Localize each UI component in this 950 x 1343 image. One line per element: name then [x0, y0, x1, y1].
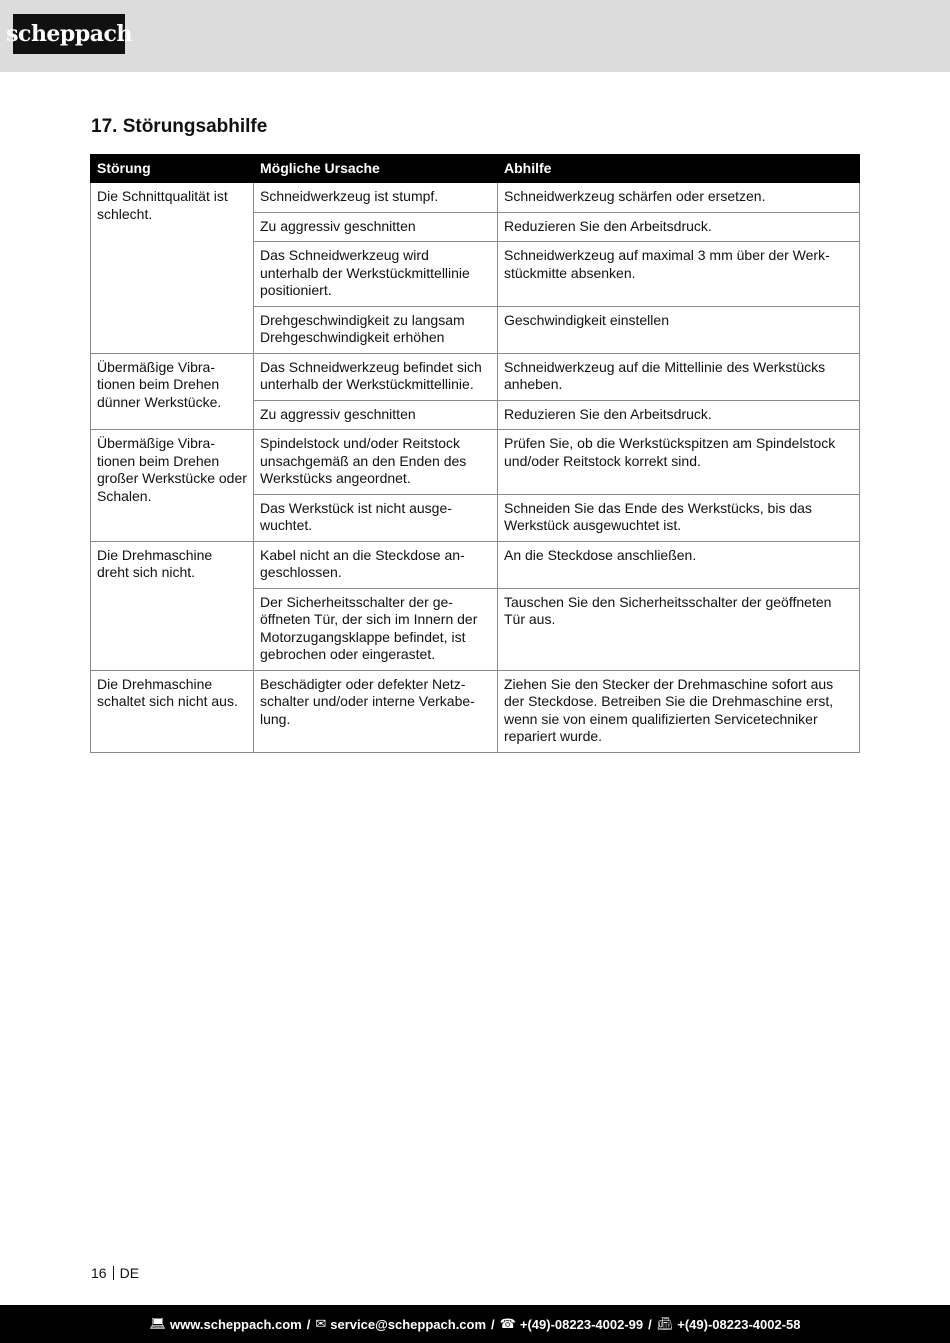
table-header-row [91, 155, 860, 183]
remedy-cell: Geschwindigkeit einstellen [498, 306, 860, 353]
remedy-cell: Tauschen Sie den Sicherheitsschalter der geöffneten Tür aus. [498, 588, 860, 670]
cause-cell: Spindelstock und/oder Reitstock unsachgemäß an den Enden des Werkstücks angeordnet. [254, 430, 498, 495]
cause-cell: Kabel nicht an die Steckdose an-geschlossen. [254, 541, 498, 588]
cause-cell: Das Schneidwerkzeug befindet sich unterhalb der Werkstückmittellinie. [254, 353, 498, 400]
cause-cell: Der Sicherheitsschalter der ge-öffneten Tür, der sich im Innern der Motorzugangsklappe befindet, ist gebrochen oder eingerastet. [254, 588, 498, 670]
remedy-cell: Prüfen Sie, ob die Werkstückspitzen am Spindelstock und/oder Reitstock korrekt sind. [498, 430, 860, 495]
page-number-divider [113, 1266, 114, 1280]
fax-icon: 📠︎ [656, 1316, 674, 1331]
cause-cell: Das Schneidwerkzeug wird unterhalb der Werkstückmittellinie positioniert. [254, 242, 498, 307]
mail-icon: ✉︎ [315, 1316, 327, 1331]
column-header-cause: Mögliche Ursache [254, 155, 498, 183]
footer-web-link[interactable]: www.scheppach.com [170, 1316, 302, 1332]
footer-separator: / [648, 1316, 652, 1332]
fault-cell: Die Schnittqualität ist schlecht. [91, 183, 254, 354]
fault-cell: Die Drehmaschine dreht sich nicht. [91, 541, 254, 670]
table-row [91, 353, 860, 400]
cause-cell: Zu aggressiv geschnitten [254, 400, 498, 430]
remedy-cell: Schneidwerkzeug auf die Mittellinie des Werkstücks anheben. [498, 353, 860, 400]
footer-separator: / [491, 1316, 495, 1332]
footer-fax: +(49)-08223-4002-58 [677, 1316, 801, 1332]
computer-icon: 💻︎ [149, 1316, 167, 1331]
brand-logo-text: scheppach [6, 21, 132, 47]
footer-separator: / [306, 1316, 311, 1332]
phone-icon: ☎︎ [499, 1316, 516, 1331]
remedy-cell: Schneidwerkzeug auf maximal 3 mm über der Werk-stückmitte absenken. [498, 242, 860, 307]
remedy-cell: Schneidwerkzeug schärfen oder ersetzen. [498, 183, 860, 213]
footer-bar [0, 1305, 950, 1343]
table-row [91, 183, 860, 213]
remedy-cell: An die Steckdose anschließen. [498, 541, 860, 588]
column-header-fault: Störung [91, 155, 254, 183]
cause-cell: Das Werkstück ist nicht ausge-wuchtet. [254, 494, 498, 541]
fault-cell: Die Drehmaschine schaltet sich nicht aus. [91, 670, 254, 752]
fault-cell: Übermäßige Vibra-tionen beim Drehen dünner Werkstücke. [91, 353, 254, 430]
footer-phone: +(49)-08223-4002-99 [519, 1316, 644, 1332]
column-header-remedy: Abhilfe [498, 155, 860, 183]
remedy-cell: Schneiden Sie das Ende des Werkstücks, bis das Werkstück ausgewuchtet ist. [498, 494, 860, 541]
brand-logo [6, 14, 132, 54]
page-number [91, 1265, 139, 1281]
cause-cell: Schneidwerkzeug ist stumpf. [254, 183, 498, 213]
page-number-value: 16 [91, 1265, 107, 1281]
remedy-cell: Ziehen Sie den Stecker der Drehmaschine sofort aus der Steckdose. Betreiben Sie die Drehmaschine erst, wenn sie von einem qualifizierten Servicetechniker repariert wurde. [498, 670, 860, 752]
remedy-cell: Reduzieren Sie den Arbeitsdruck. [498, 400, 860, 430]
header-bar [0, 0, 950, 72]
troubleshooting-table [90, 154, 860, 753]
table-row [91, 430, 860, 495]
cause-cell: Zu aggressiv geschnitten [254, 212, 498, 242]
remedy-cell: Reduzieren Sie den Arbeitsdruck. [498, 212, 860, 242]
section-title: 17. Störungsabhilfe [91, 116, 268, 137]
table-row [91, 670, 860, 752]
footer-email-link[interactable]: service@scheppach.com [330, 1316, 487, 1332]
cause-cell: Drehgeschwindigkeit zu langsam Drehgeschwindigkeit erhöhen [254, 306, 498, 353]
fault-cell: Übermäßige Vibra-tionen beim Drehen großer Werkstücke oder Schalen. [91, 430, 254, 542]
table-row [91, 541, 860, 588]
cause-cell: Beschädigter oder defekter Netz-schalter und/oder interne Verkabe-lung. [254, 670, 498, 752]
language-code: DE [119, 1265, 140, 1281]
